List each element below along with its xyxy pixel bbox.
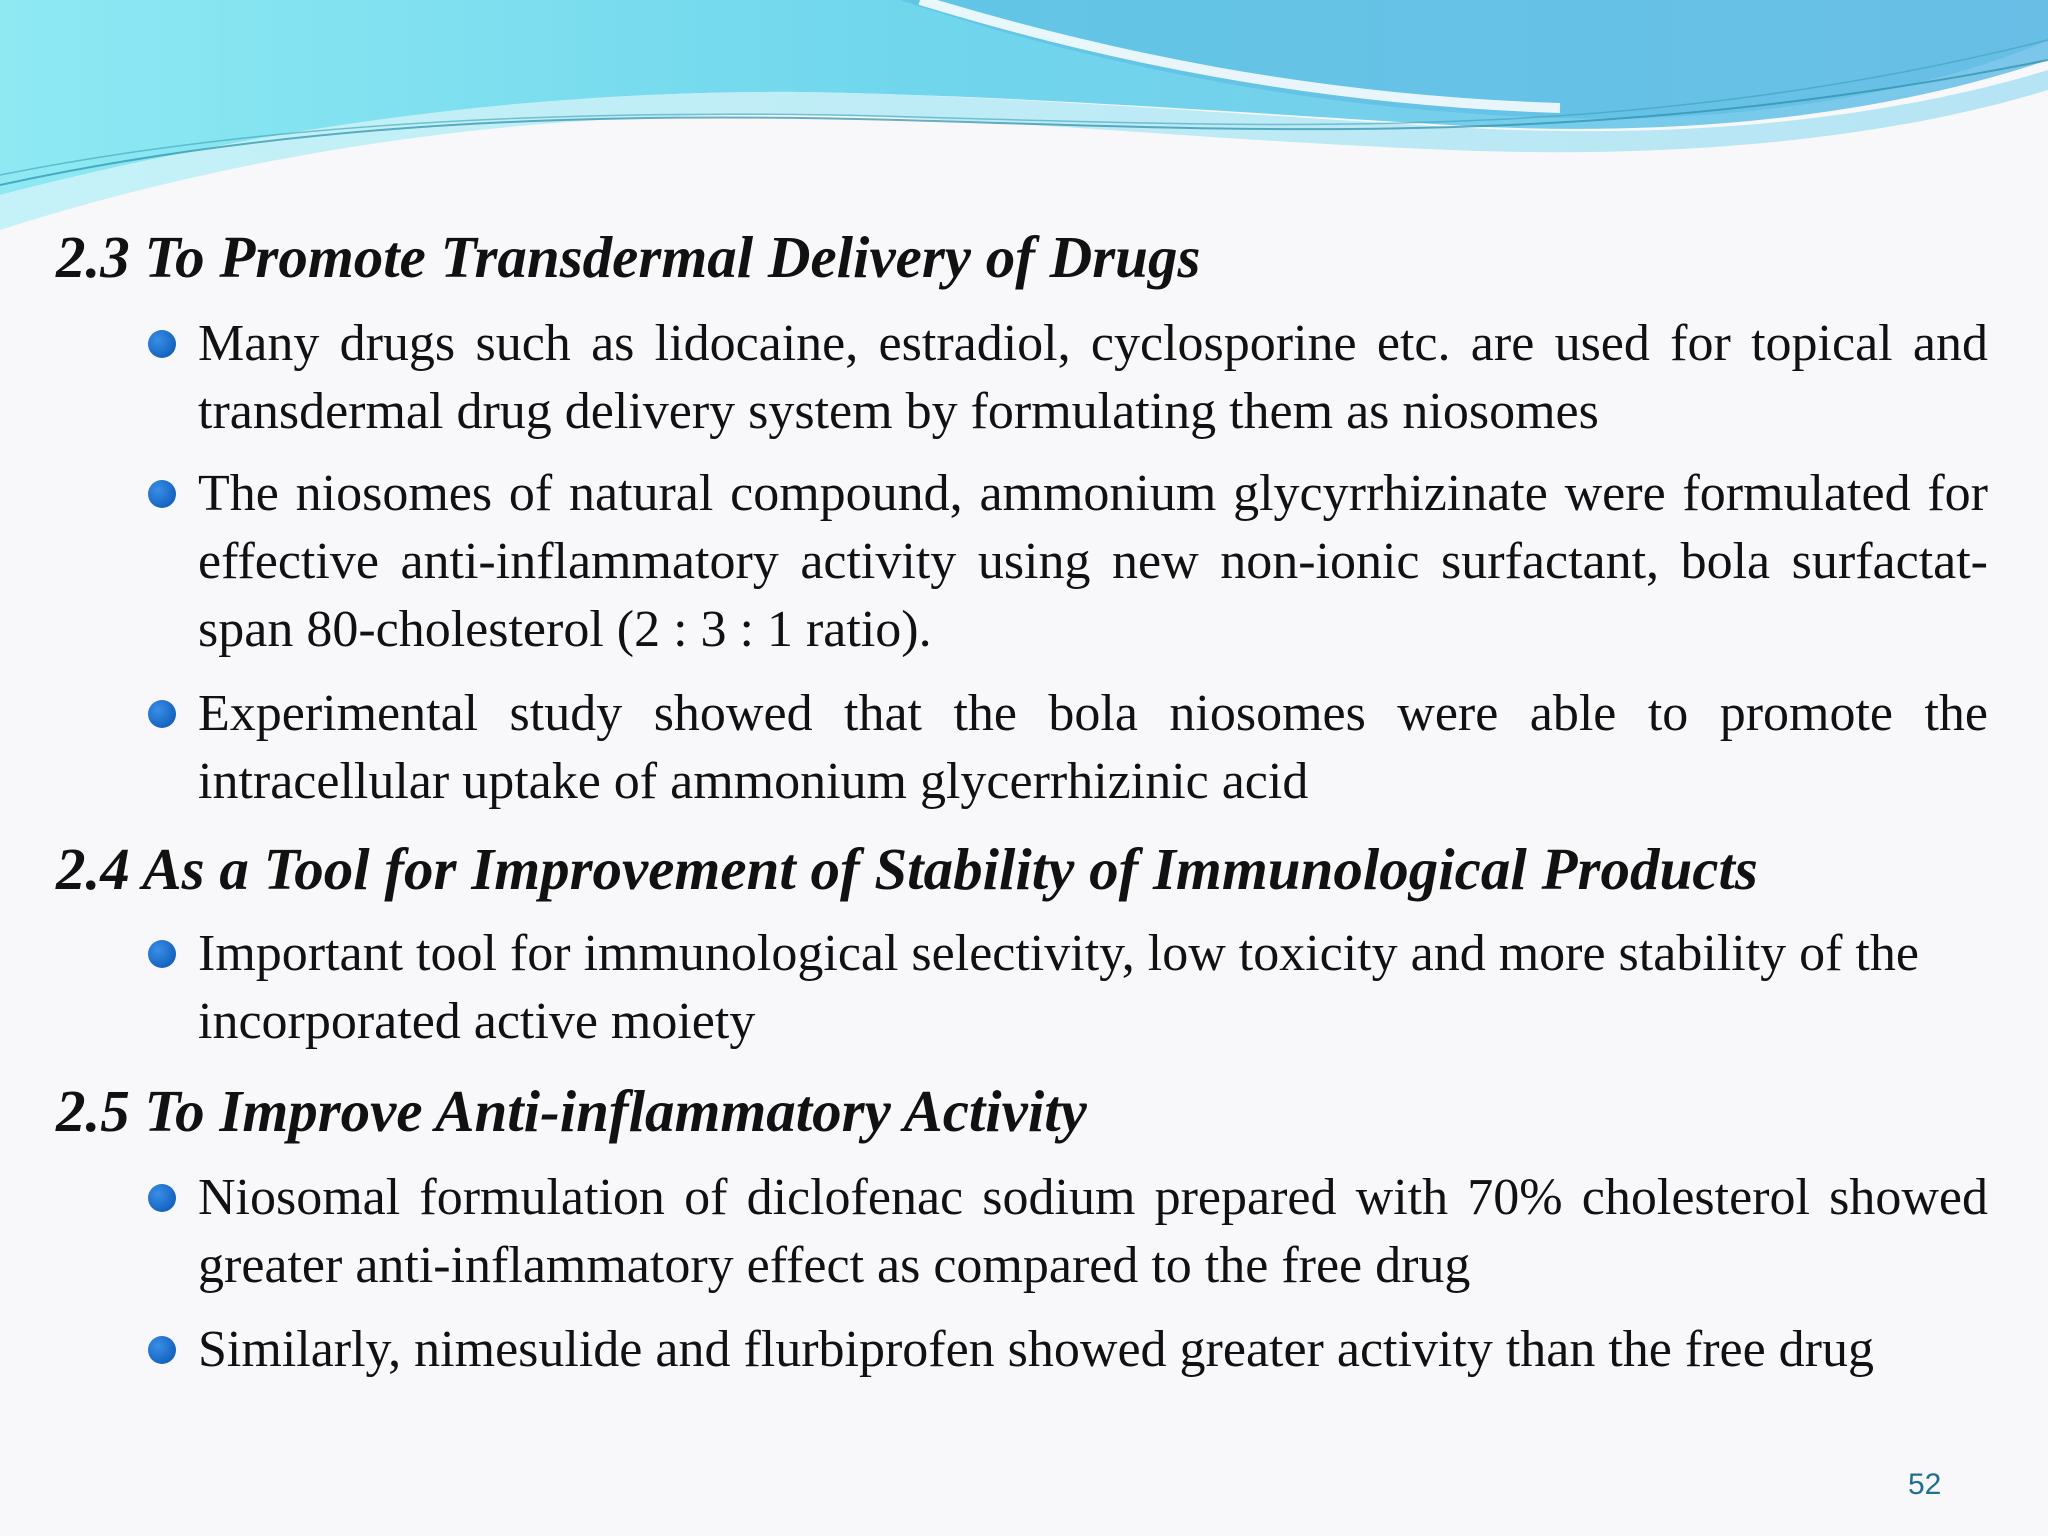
bullet-text: Many drugs such as lidocaine, estradiol, cyclosporine etc. are used for topical and transdermal drug delivery system by formulating them as niosomes	[198, 315, 1988, 440]
bullet-text: The niosomes of natural compound, ammonium glycyrrhizinate were formulated for effective anti-inflammatory activity using new non-ionic surfactant, bola surfactat-span 80-cholesterol (2 : 3 : 1 ratio).	[198, 465, 1988, 658]
bullet-dot-icon	[148, 330, 176, 358]
bullet-dot-icon	[148, 1184, 176, 1212]
header-wave-decoration	[0, 0, 2048, 240]
bullet-text: Similarly, nimesulide and flurbiprofen showed greater activity than the free drug	[198, 1321, 1874, 1378]
section-heading-anti-inflammatory: 2.5 To Improve Anti-inflammatory Activity	[56, 1078, 1087, 1144]
bullet-text: Niosomal formulation of diclofenac sodium prepared with 70% cholesterol showed greater anti-inflammatory effect as compared to the free drug	[198, 1169, 1988, 1294]
section-heading-immunological-stability: 2.4 As a Tool for Improvement of Stability of Immunological Products	[56, 836, 1758, 902]
bullet-dot-icon	[148, 940, 176, 968]
page-number: 52	[1908, 1468, 1942, 1501]
bullet-text: Experimental study showed that the bola niosomes were able to promote the intracellular uptake of ammonium glycerrhizinic acid	[198, 685, 1988, 810]
bullet-dot-icon	[148, 1336, 176, 1364]
section-heading-transdermal-delivery: 2.3 To Promote Transdermal Delivery of Drugs	[56, 224, 1201, 290]
bullet-text: Important tool for immunological selectivity, low toxicity and more stability of the incorporated active moiety	[198, 925, 1919, 1050]
bullet-dot-icon	[148, 700, 176, 728]
bullet-dot-icon	[148, 480, 176, 508]
